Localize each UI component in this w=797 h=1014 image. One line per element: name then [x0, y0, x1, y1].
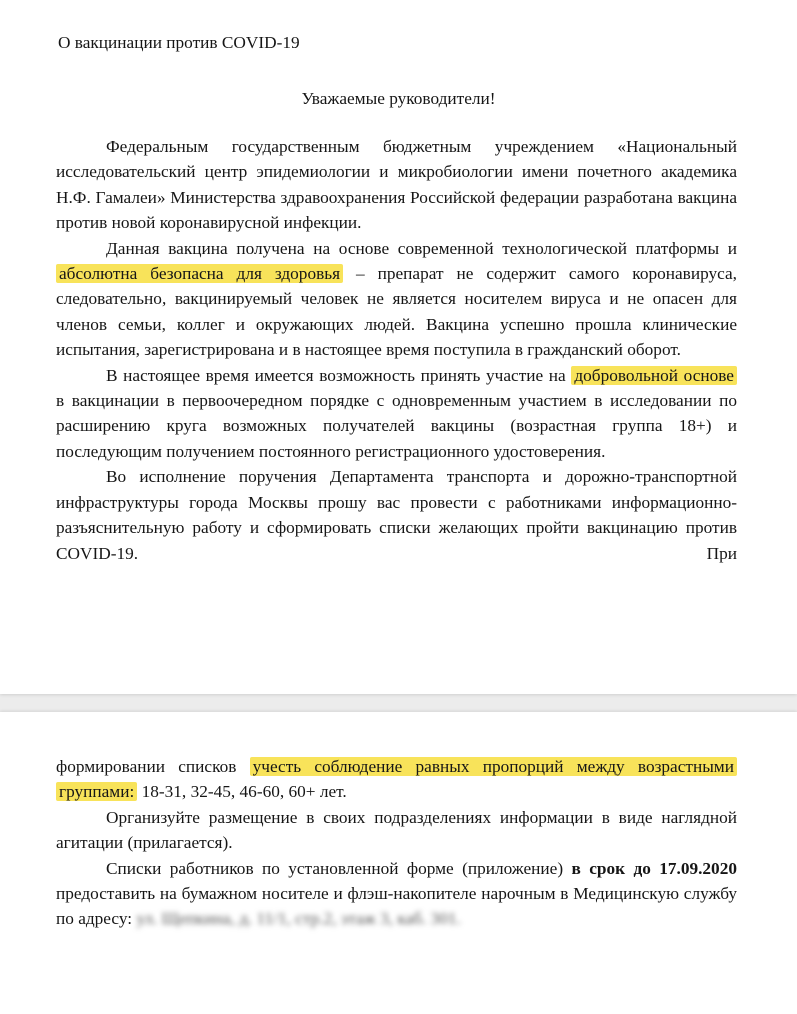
- redacted-address: ул. Щепкина, д. 11/1, стр.2, этаж 3, каб. 301.: [136, 909, 461, 929]
- paragraph-vaccine-developer: Федеральным государственным бюджетным учреждением «Национальный исследовательский центр эпидемиологии и микробиологии имени почетного академика Н.Ф. Гамалеи» Министерства здравоохранения Российской федерации разработана вакцина против новой коронавирусной инфекции.: [56, 137, 737, 233]
- paragraph-text: Данная вакцина получена на основе современной технологической платформы и: [106, 238, 737, 258]
- deadline-date: в срок до 17.09.2020: [571, 858, 737, 878]
- paragraph-text: Списки работников по установленной форме (приложение): [106, 858, 572, 878]
- paragraph-text: В настоящее время имеется возможность принять участие на: [106, 365, 572, 385]
- paragraph-text: – препарат не содержит самого коронавируса, следовательно, вакцинируемый человек не является носителем вируса и не опасен для членов семьи, коллег и окружающих людей. Вакцина успешно прошла клинические испытания, зарегистрирована и в настоящее время поступила в гражданский оборот.: [56, 264, 737, 360]
- paragraph-text: предоставить на бумажном носителе и флэш-накопителе нарочным в Медицинскую службу по адресу:: [56, 884, 737, 929]
- highlighted-phrase: учесть соблюдение равных пропорций между возрастными группами:: [56, 757, 737, 801]
- paragraph-text: в вакцинации в первоочередном порядке с одновременным участием в исследовании по расширению круга возможных получателей вакцины (возрастная группа 18+) и последующим получением постоянного регистрационного удостоверения.: [56, 391, 737, 461]
- document-greeting: Уважаемые руководители!: [301, 89, 496, 108]
- paragraph-instruction: Во исполнение поручения Департамента транспорта и дорожно-транспортной инфраструктуры города Москвы прошу вас провести с работниками информационно-разъяснительную работу и сформировать списки желающих пройти вакцинацию против COVID-19. При: [56, 467, 737, 563]
- document-body-page-2: [56, 754, 737, 932]
- highlighted-phrase: абсолютна безопасна для здоровья: [56, 264, 343, 283]
- paragraph-text: 18-31, 32-45, 46-60, 60+ лет.: [137, 782, 347, 802]
- document-body-page-1: [56, 134, 737, 566]
- paragraph-list-formation: [56, 754, 737, 805]
- paragraph-agitation: Организуйте размещение в своих подразделениях информации в виде наглядной агитации (прилагается).: [56, 807, 737, 853]
- paragraph-vaccine-safety: [56, 236, 737, 363]
- paragraph-deadline: [56, 856, 737, 932]
- paragraph-text: формировании списков: [56, 757, 250, 776]
- document-subject: О вакцинации против COVID-19: [58, 33, 300, 52]
- paragraph-voluntary-participation: [56, 363, 737, 465]
- highlighted-phrase: добровольной основе: [571, 366, 737, 385]
